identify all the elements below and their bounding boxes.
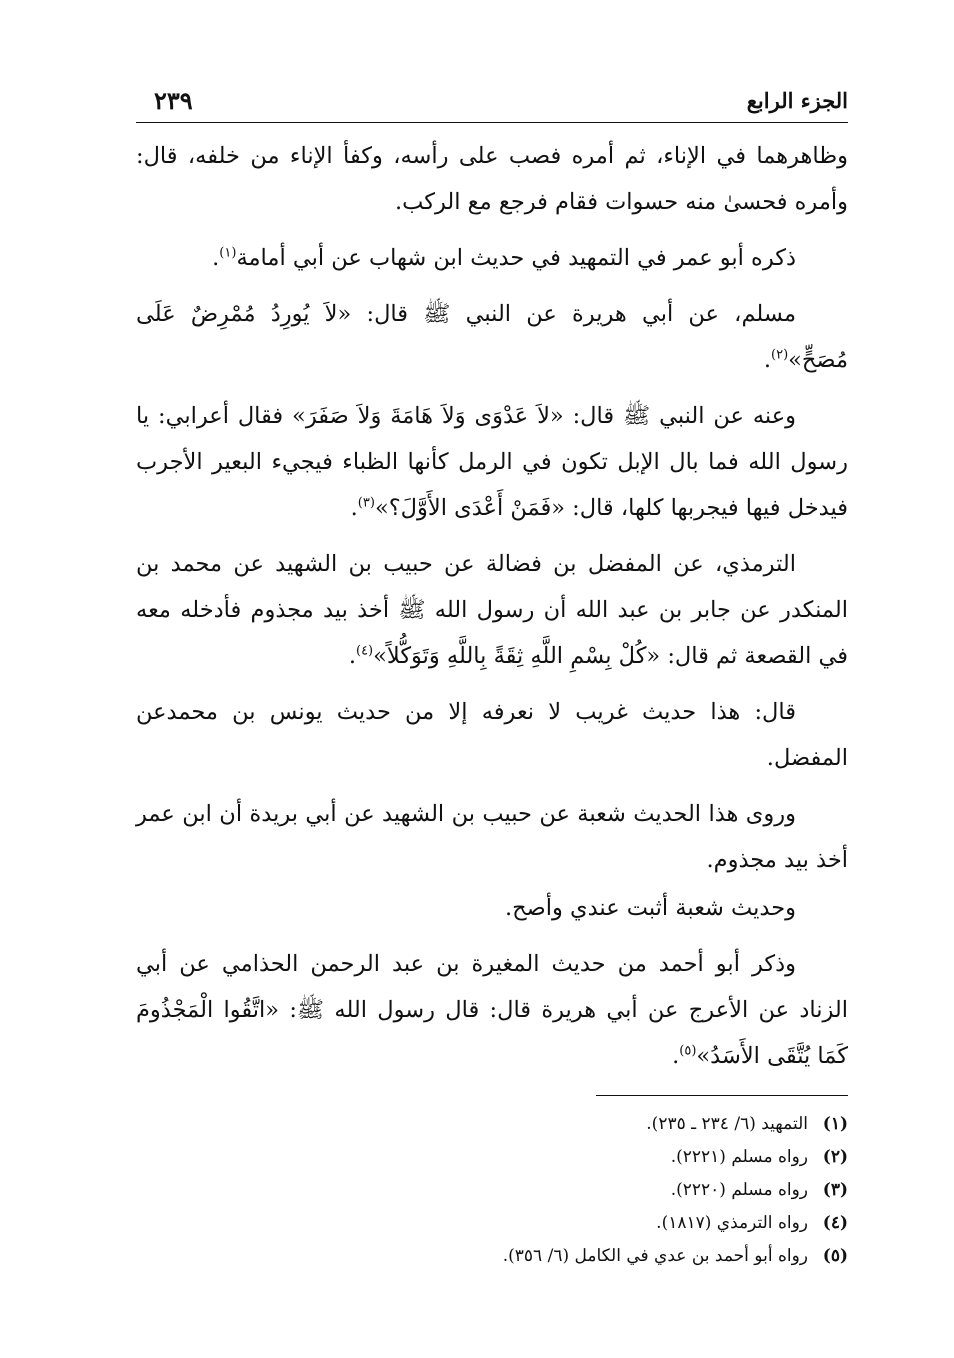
footnote-number: (٤) [822,1213,848,1233]
paragraph: وعنه عن النبي ﷺ قال: «لاَ عَدْوَى وَلاَ هَامَةَ وَلاَ صَفَرَ» فقال أعرابي: يا رسول الله فما بال الإبل تكون في الرمل كأنها الظباء فيجيء البعير الأجرب فيدخل فيها فيجربها كلها، قال: «فَمَنْ أَعْدَى الأَوَّلَ؟»$^{(٣)}$. [136,403,848,521]
footnote-number: (١) [822,1114,848,1134]
footnote-marker[interactable]: (١) [219,245,237,261]
page-number: ٢٣٩ [154,86,193,115]
paragraph: وذكر أبو أحمد من حديث المغيرة بن عبد الرحمن الحذامي عن أبي الزناد عن الأعرج عن أبي هريرة قال: قال رسول الله ﷺ: «اتَّقُوا الْمَجْذُومَ كَمَا يُتَّقَى الأَسَدُ»$^{(٥)}$. [136,951,848,1069]
footnote-text: رواه مسلم (٢٢٢٠). [670,1180,808,1200]
footnote-text: التمهيد (٦/ ٢٣٤ ـ ٢٣٥). [646,1114,808,1134]
paragraph: قال: هذا حديث غريب لا نعرفه إلا من حديث يونس بن محمدعن المفضل. [136,699,848,771]
footnote-marker[interactable]: (٤) [355,643,374,659]
footnote-text: رواه أبو أحمد بن عدي في الكامل (٦/ ٣٥٦). [502,1246,808,1266]
paragraph: مسلم، عن أبي هريرة عن النبي ﷺ قال: «لاَ يُورِدُ مُمْرِضٌ عَلَى مُصَحٍّ»$^{(٢)}$. [136,301,848,373]
footnote-item [136,1141,848,1174]
paragraph: ذكره أبو عمر في التمهيد في حديث ابن شهاب عن أبي أمامة$^{(١)}$. [212,245,796,271]
paragraph: الترمذي، عن المفضل بن فضالة عن حبيب بن الشهيد عن محمد بن المنكدر عن جابر بن عبد الله أن رسول الله ﷺ أخذ بيد مجذوم فأدخله معه في القصعة ثم قال: «كُلْ بِسْمِ اللَّهِ ثِقَةً بِاللَّهِ وَتَوَكُّلاً»$^{(٤)}$. [136,551,848,669]
footnote-marker[interactable]: (٢) [771,347,789,363]
paragraph: وروى هذا الحديث شعبة عن حبيب بن الشهيد عن أبي بريدة أن ابن عمر أخذ بيد مجذوم. [136,801,848,873]
main-text [136,133,848,1079]
footnote-item [136,1174,848,1207]
footnote-text: رواه الترمذي (١٨١٧). [656,1213,808,1233]
page-header [136,82,848,123]
footnote-item [136,1108,848,1141]
footnote-marker[interactable]: (٣) [357,495,375,511]
footnote-number: (٥) [822,1246,848,1266]
paragraph: وحديث شعبة أثبت عندي وأصح. [504,895,796,921]
footnote-number: (٣) [822,1180,848,1200]
footnotes [136,1095,848,1273]
footnote-marker[interactable]: (٥) [679,1043,697,1059]
footnote-divider [596,1095,848,1096]
paragraph: وظاهرهما في الإناء، ثم أمره فصب على رأسه، وكفأ الإناء من خلفه، قال: وأمره فحسىٰ منه حسوات فقام فرجع مع الركب. [136,143,848,215]
footnote-item [136,1240,848,1273]
book-page [136,82,848,1273]
running-title: الجزء الرابع [746,88,848,113]
footnote-number: (٢) [822,1147,848,1167]
footnote-item [136,1207,848,1240]
footnote-text: رواه مسلم (٢٢٢١). [670,1147,808,1167]
